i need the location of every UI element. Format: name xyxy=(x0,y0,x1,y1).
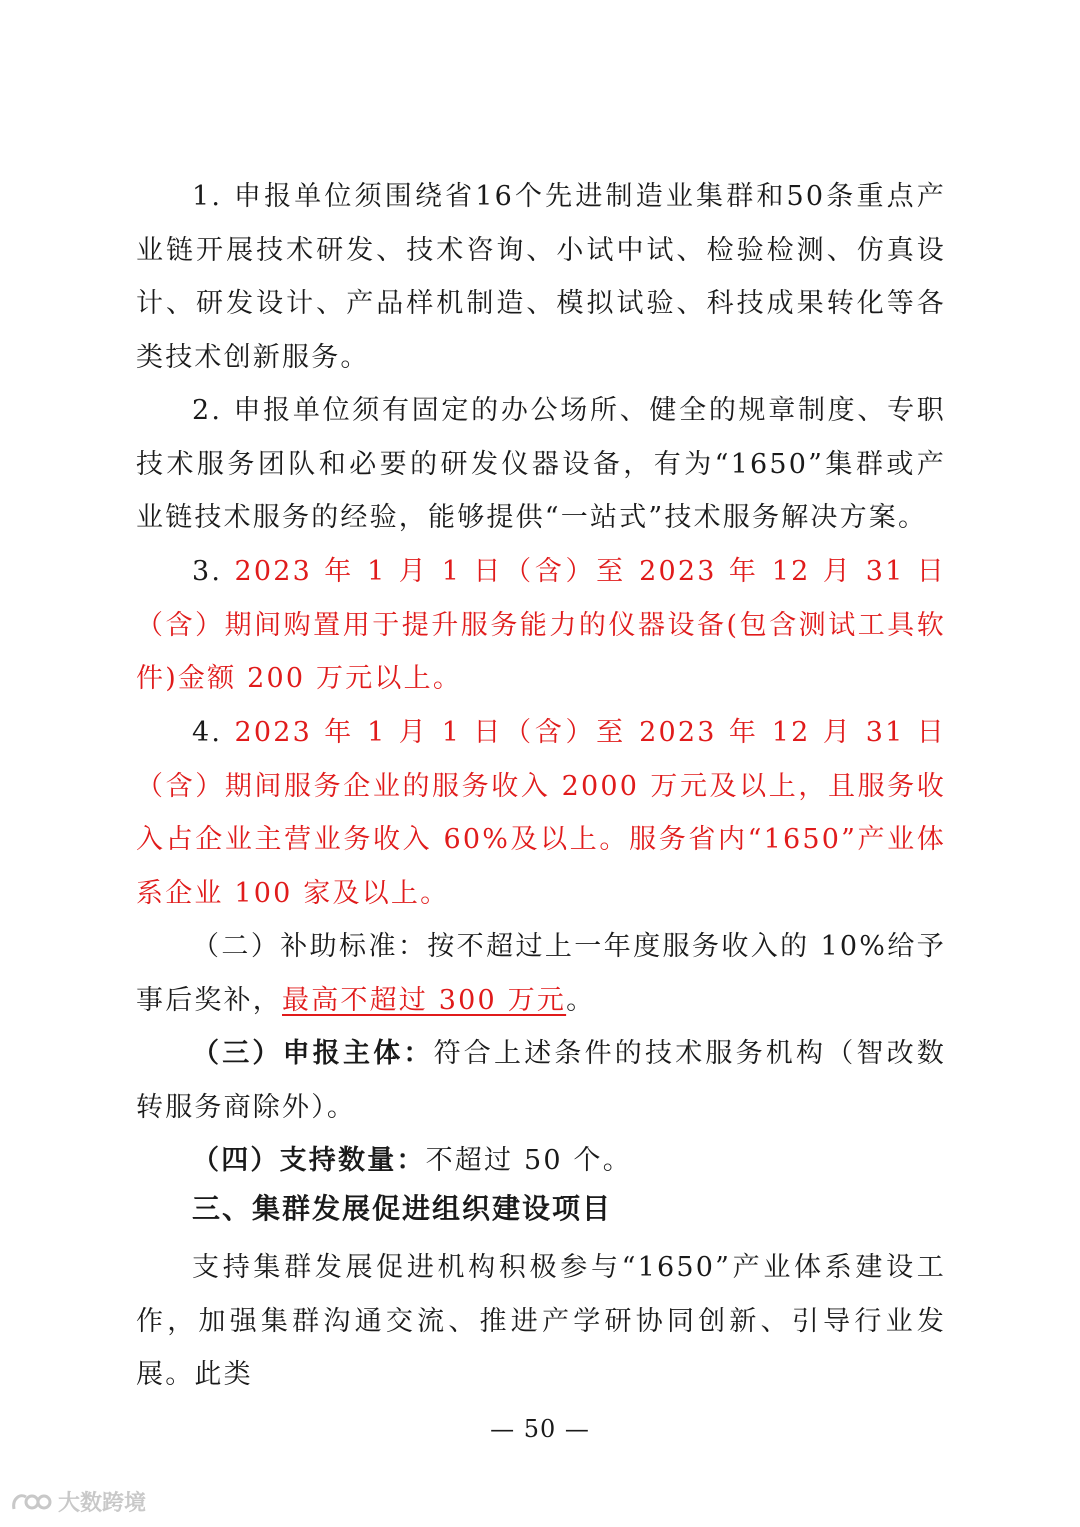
paragraph-requirement-3 xyxy=(136,545,946,706)
page-number: — 50 — xyxy=(490,1415,590,1443)
item-number: 4. xyxy=(192,717,235,748)
section-text: 按不超过上一年度服务收入的 10%给予事后奖补， xyxy=(136,931,946,1016)
watermark-text: 大数跨境 xyxy=(58,1491,147,1516)
section-end: 。 xyxy=(566,984,596,1016)
watermark-logo-icon xyxy=(10,1489,52,1515)
paragraph-support-count xyxy=(136,1134,946,1188)
section-heading: 三、集群发展促进组织建设项目 xyxy=(192,1192,613,1225)
section-label: （三）申报主体： xyxy=(192,1038,434,1069)
paragraph-subsidy-standard xyxy=(136,920,946,1027)
highlighted-underlined-text: 最高不超过 300 万元 xyxy=(282,984,567,1016)
paragraph-requirement-1: 1. 申报单位须围绕省16个先进制造业集群和50条重点产业链开展技术研发、技术咨询、小试中试、检验检测、仿真设计、研发设计、产品样机制造、模拟试验、科技成果转化等各类技术创新服务。 xyxy=(136,181,946,373)
section-label: （四）支持数量： xyxy=(192,1145,426,1176)
section-text: 不超过 50 个。 xyxy=(425,1145,632,1176)
paragraph-applicant xyxy=(136,1027,946,1134)
item-number: 3. xyxy=(192,556,235,587)
highlighted-text: 2023 年 1 月 1 日（含）至 2023 年 12 月 31 日（含）期间服务企业的服务收入 2000 万元及以上，且服务收入占企业主营业务收入 60%及以上。服务省内“1650”产业体系企业 100 家及以上。 xyxy=(136,717,946,909)
section-text: 符合上述条件的技术服务机构（智改数转服务商除外）。 xyxy=(136,1038,946,1123)
paragraph-cluster-promotion: 支持集群发展促进机构积极参与“1650”产业体系建设工作，加强集群沟通交流、推进产学研协同创新、引导行业发展。此类 xyxy=(136,1252,946,1390)
paragraph-requirement-2: 2. 申报单位须有固定的办公场所、健全的规章制度、专职技术服务团队和必要的研发仪器设备，有为“1650”集群或产业链技术服务的经验，能够提供“一站式”技术服务解决方案。 xyxy=(136,395,946,533)
section-label: （二）补助标准： xyxy=(192,931,428,962)
highlighted-text: 2023 年 1 月 1 日（含）至 2023 年 12 月 31 日（含）期间购置用于提升服务能力的仪器设备(包含测试工具软件)金额 200 万元以上。 xyxy=(136,556,946,694)
watermark xyxy=(10,1486,146,1517)
paragraph-requirement-4 xyxy=(136,706,946,920)
